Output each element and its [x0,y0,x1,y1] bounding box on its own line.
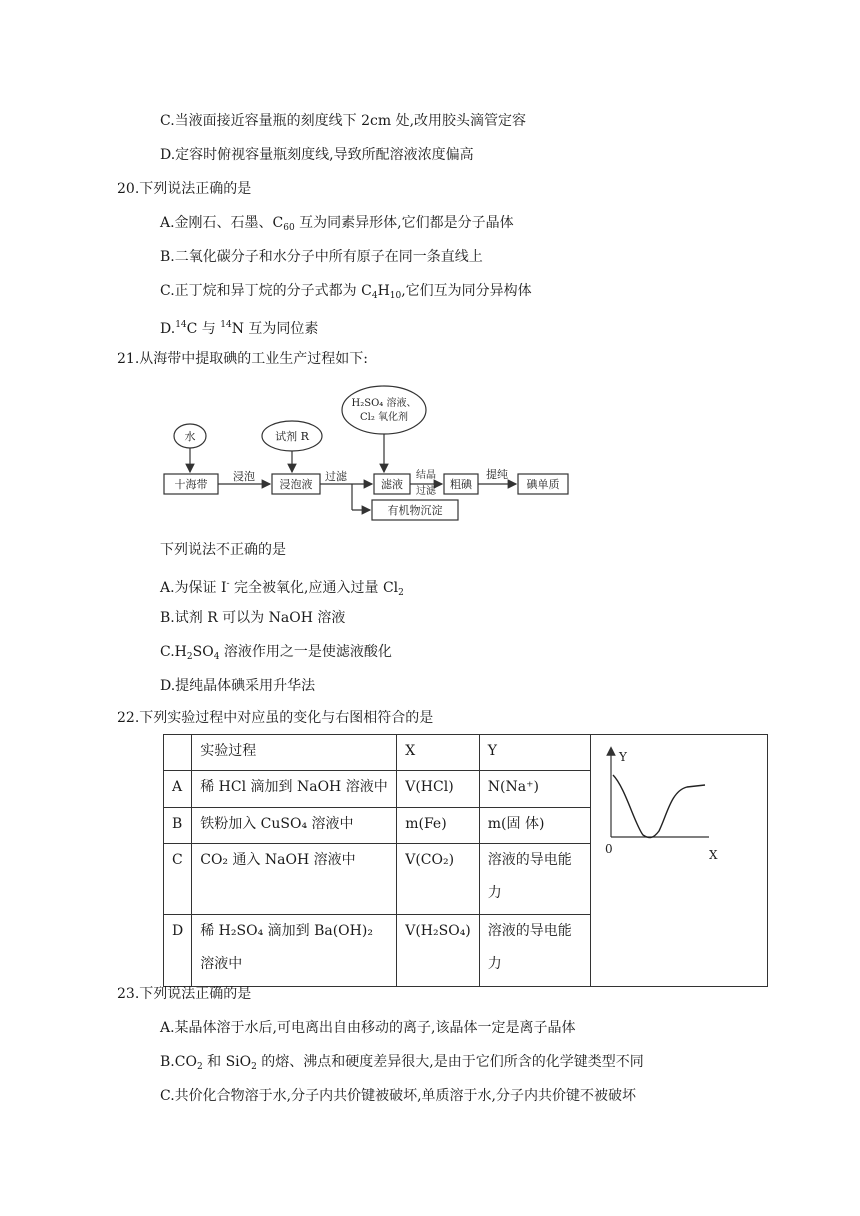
q20-option-d: D.$^{14}$C 与 $^{14}$N 互为同位素 [160,320,319,337]
oxidant-label-1: H₂SO₄ 溶液、 [351,398,417,409]
row-label: B [164,807,192,843]
q19-option-c: C.当液面接近容量瓶的刻度线下 2cm 处,改用胶头滴管定容 [160,113,527,129]
row-y: 溶液的导电能力 [479,843,590,915]
row-y: N(Na⁺) [479,771,590,807]
filter1-label: 过滤 [325,470,347,483]
q21-option-d: D.提纯晶体碘采用升华法 [160,678,316,694]
reagent-label: 试剂 R [275,430,309,443]
graph-curve [613,775,705,838]
q20-option-c: C.正丁烷和异丁烷的分子式都为 $C_4H_{10}$,它们互为同分异构体 [160,283,532,301]
row-process: CO₂ 通入 NaOH 溶液中 [192,843,397,915]
row-x: V(HCl) [397,771,480,807]
row-process: 铁粉加入 CuSO₄ 溶液中 [192,807,397,843]
q22-table [163,734,768,987]
q22-graph [591,735,767,973]
graph-origin-label: 0 [604,842,613,856]
q21-sub-stem: 下列说法不正确的是 [160,542,286,558]
graph-x-label: X [708,848,718,862]
header-cell: 实验过程 [192,735,397,771]
precipitate-label: 有机物沉淀 [387,504,443,517]
q21-option-b: B.试剂 R 可以为 NaOH 溶液 [160,610,346,626]
soak-label: 浸泡 [233,470,255,483]
q23-option-b: $B.CO_2$ 和 SiO$_2$ 的熔、沸点和硬度差异很大,是由于它们所含的化学键类型不同 [160,1054,644,1072]
iodine-flow-diagram [160,380,600,530]
seaweed-label: 十海带 [174,478,208,491]
q23-stem: 23.下列说法正确的是 [117,986,252,1002]
crystallize-label: 结晶 [416,470,436,481]
header-cell: X [397,735,480,771]
q23-option-c: C.共价化合物溶于水,分子内共价键被破坏,单质溶于水,分子内共价键不被破坏 [160,1088,637,1104]
q19-option-d: D.定容时俯视容量瓶刻度线,导致所配溶液浓度偏高 [160,147,474,163]
oxidant-node [342,386,426,434]
row-label: A [164,771,192,807]
filtrate-label: 滤液 [381,478,403,491]
q21-option-c: $C.H_2SO_4$ 溶液作用之一是使滤液酸化 [160,644,392,662]
q20-option-a: A.金刚石、石墨、$C_{60}$ 互为同素异形体,它们都是分子晶体 [160,215,514,233]
q21-stem: 21.从海带中提取碘的工业生产过程如下: [117,351,368,367]
row-process: 稀 H₂SO₄ 滴加到 Ba(OH)₂ 溶液中 [192,915,397,987]
row-x: m(Fe) [397,807,480,843]
iodine-label: 碘单质 [526,478,560,491]
q22-stem: 22.下列实验过程中对应虽的变化与右图相符合的是 [117,710,434,726]
q21-option-a: A.为保证 I- 完全被氧化,应通入过量 $Cl_2$ [160,579,404,598]
q20-option-b: B.二氧化碳分子和水分子中所有原子在同一条直线上 [160,249,483,265]
q23-option-a: A.某晶体溶于水后,可电离出自由移动的离子,该晶体一定是离子晶体 [160,1020,576,1036]
row-y: 溶液的导电能力 [479,915,590,987]
row-y: m(固 体) [479,807,590,843]
q20-stem: 20.下列说法正确的是 [117,181,252,197]
crude-iodine-label: 粗碘 [450,478,472,491]
oxidant-label-2: Cl₂ 氧化剂 [359,412,409,423]
water-label: 水 [184,430,196,443]
row-process: 稀 HCl 滴加到 NaOH 溶液中 [192,771,397,807]
filter2-label: 过滤 [416,486,436,497]
purify-label: 提纯 [486,468,508,481]
graph-cell [590,735,767,987]
soak-liquid-label: 浸泡液 [279,478,313,491]
row-label: C [164,843,192,915]
row-x: V(H₂SO₄) [397,915,480,987]
graph-y-label: Y [618,750,627,764]
row-x: V(CO₂) [397,843,480,915]
table-header-row [164,735,768,771]
row-label: D [164,915,192,987]
header-cell [164,735,192,771]
header-cell: Y [479,735,590,771]
